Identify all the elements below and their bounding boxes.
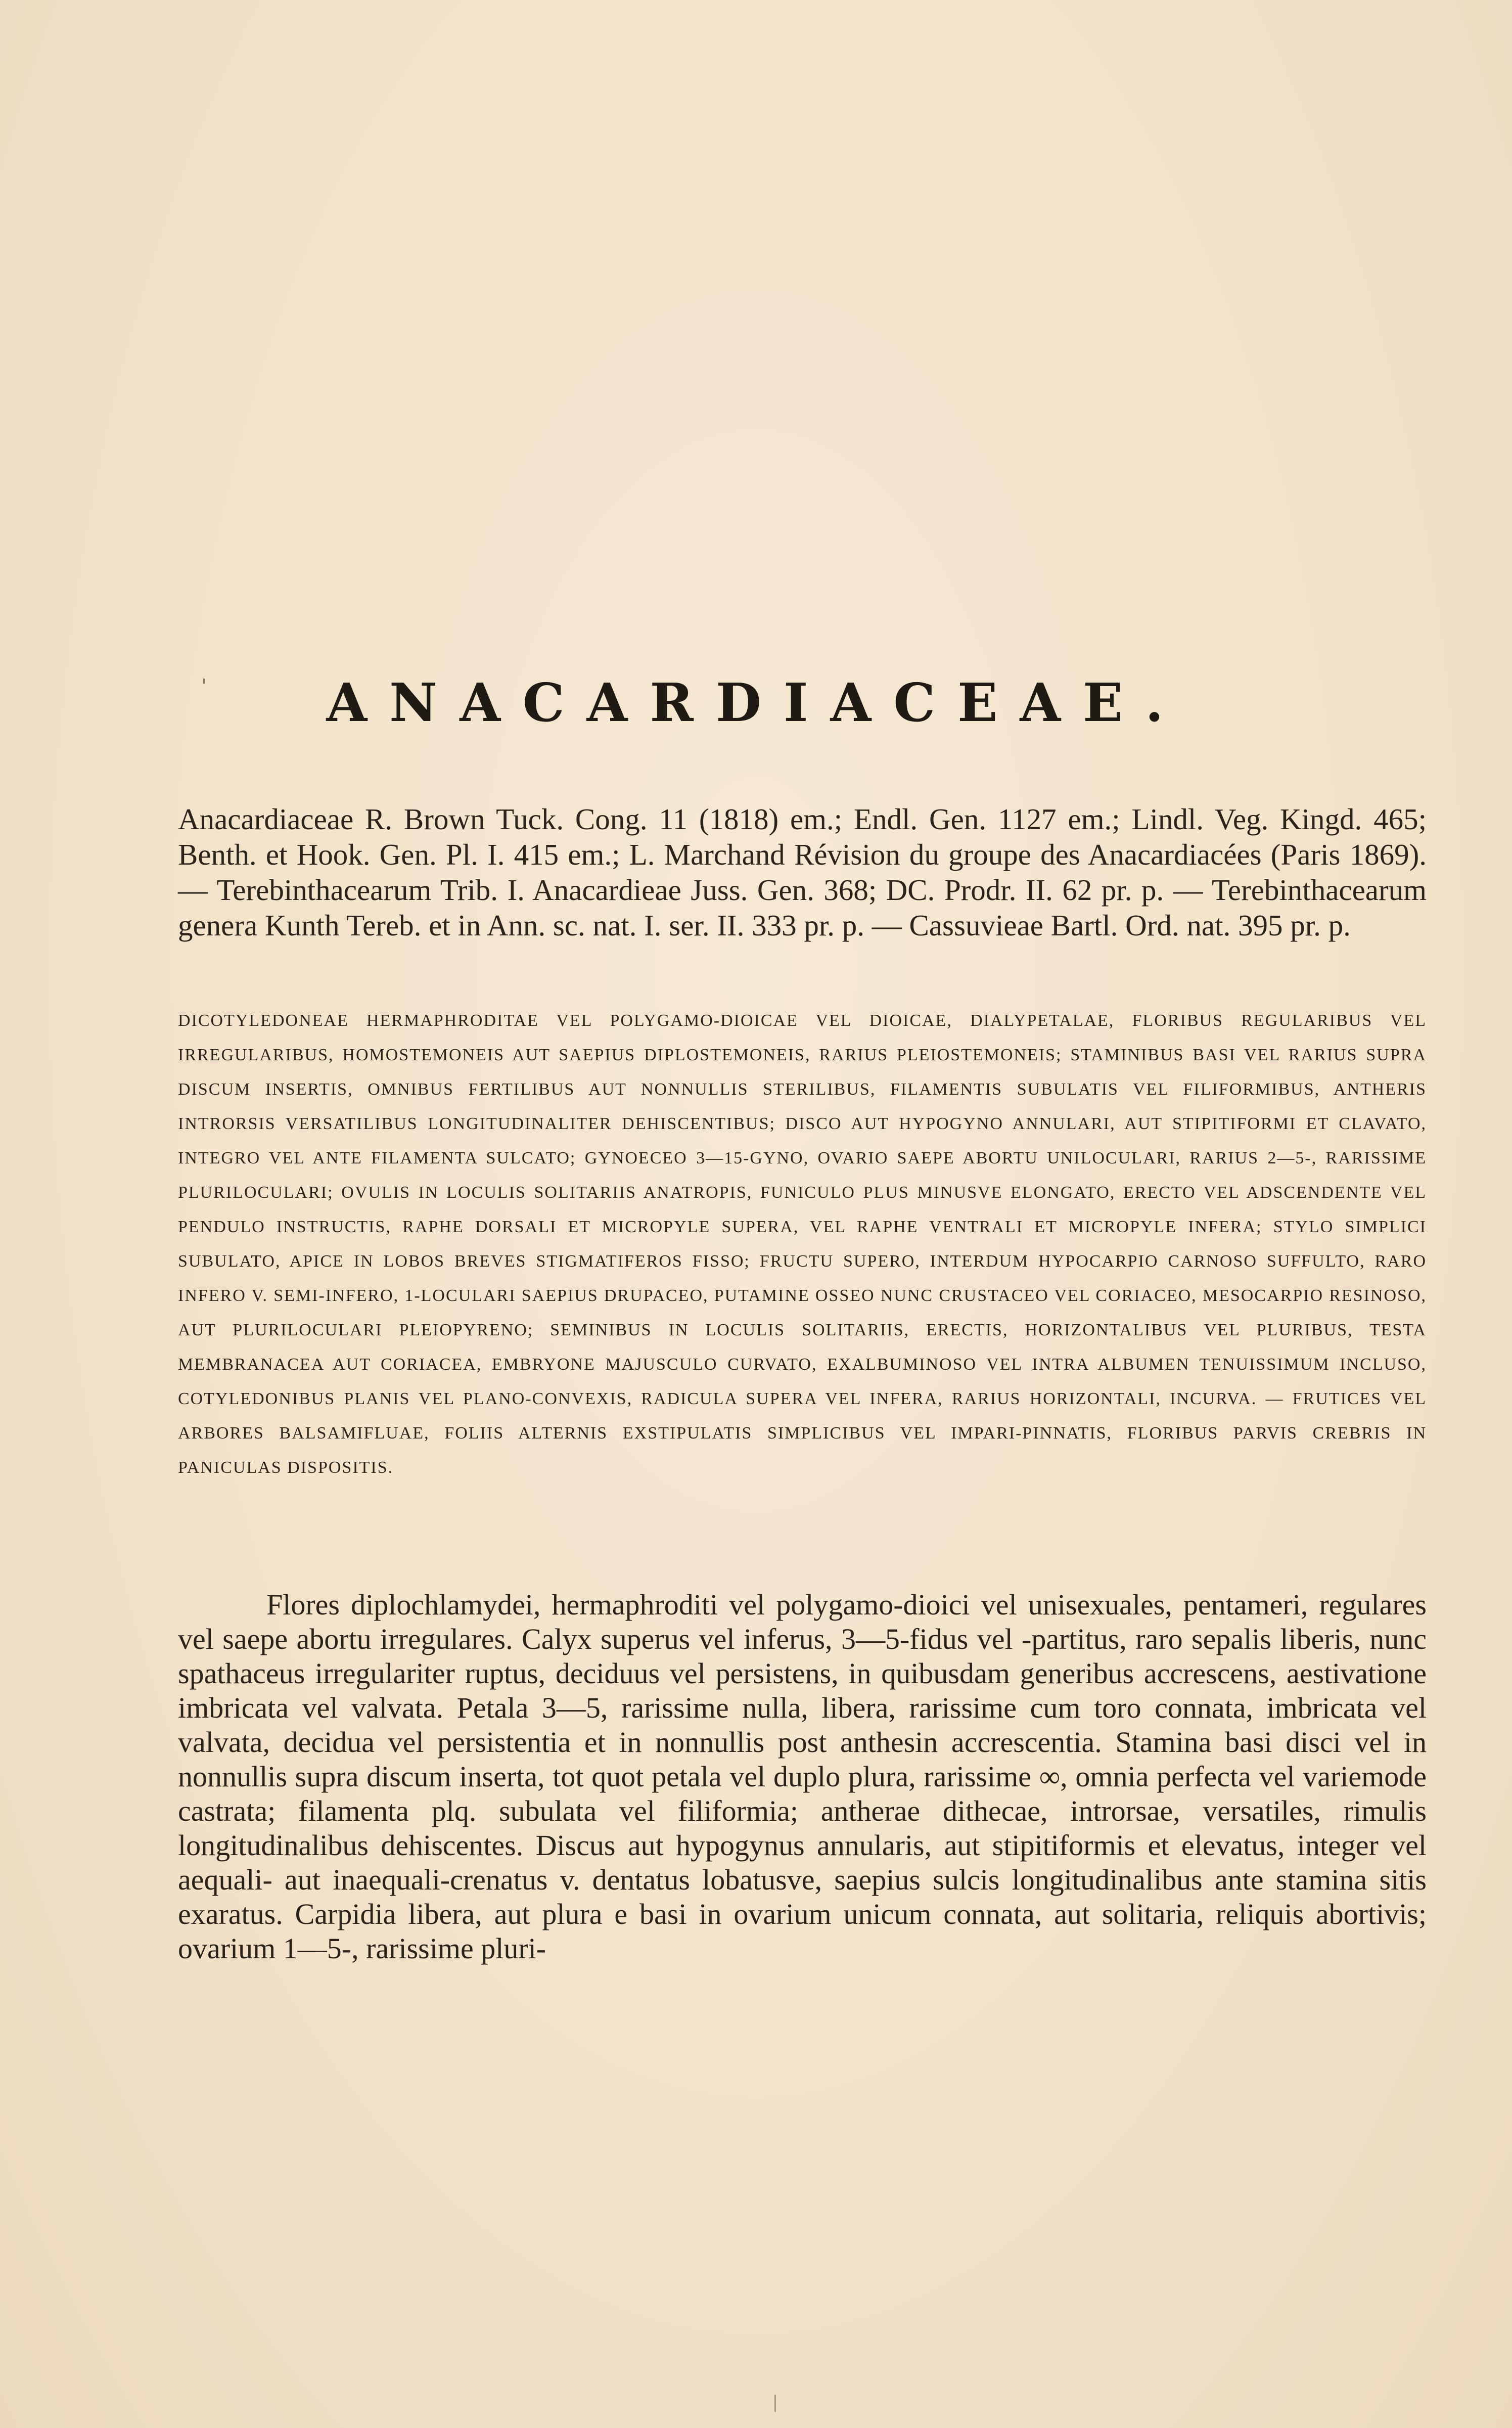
references-paragraph [178, 801, 1427, 943]
page-title: ANACARDIACEAE. [326, 671, 1186, 734]
bottom-mark [774, 2395, 776, 2412]
family-diagnosis [178, 1004, 1427, 1485]
description-text: Flores diplochlamydei, hermaphroditi vel polygamo-dioici vel unisexuales, pentameri, regulares vel saepe abortu irregulares. Calyx superus vel inferus, 3—5-fidus vel -partitus, raro sepalis liberis, nunc spathaceus irregulariter ruptus, deciduus vel persistens, in quibusdam generibus accrescens, aestivatione imbricata vel valvata. Petala 3—5, rarissime nulla, libera, rarissime cum toro connata, imbricata vel valvata, decidua vel persistentia et in nonnullis post anthesin accrescentia. Stamina basi disci vel in nonnullis supra discum inserta, tot quot petala vel duplo plura, rarissime ∞, omnia perfecta vel variemode castrata; filamenta plq. subulata vel filiformia; antherae dithecae, introrsae, versatiles, rimulis longitudinalibus dehiscentes. Discus aut hypogynus annularis, aut stipitiformis et elevatus, integer vel aequali- aut inaequali-crenatus v. dentatus lobatusve, saepius sulcis longitudinalibus ante stamina sitis exaratus. Carpidia libera, aut plura e basi in ovarium unicum connata, aut solitaria, reliquis abortivis; ovarium 1—5-, rarissime pluri- [178, 1588, 1427, 1965]
diagnosis-text: DICOTYLEDONEAE HERMAPHRODITAE VEL POLYGAMO-DIOICAE VEL DIOICAE, DIALYPETALAE, FLORIBUS REGULARIBUS VEL IRREGULARIBUS, HOMOSTEMONEIS AUT SAEPIUS DIPLOSTEMONEIS, RARIUS PLEIOSTEMONEIS; STAMINIBUS BASI VEL RARIUS SUPRA DISCUM INSERTIS, OMNIBUS FERTILIBUS AUT NONNULLIS STERILIBUS, FILAMENTIS SUBULATIS VEL FILIFORMIBUS, ANTHERIS INTRORSIS VERSATILIBUS LONGITUDINALITER DEHISCENTIBUS; DISCO AUT HYPOGYNO ANNULARI, AUT STIPITIFORMI ET CLAVATO, INTEGRO VEL ANTE FILAMENTA SULCATO; GYNOECEO 3—15-GYNO, OVARIO SAEPE ABORTU UNILOCULARI, RARIUS 2—5-, RARISSIME PLURILOCULARI; OVULIS IN LOCULIS SOLITARIIS ANATROPIS, FUNICULO PLUS MINUSVE ELONGATO, ERECTO VEL ADSCENDENTE VEL PENDULO INSTRUCTIS, RAPHE DORSALI ET MICROPYLE SUPERA, VEL RAPHE VENTRALI ET MICROPYLE INFERA; STYLO SIMPLICI SUBULATO, APICE IN LOBOS BREVES STIGMATIFEROS FISSO; FRUCTU SUPERO, INTERDUM HYPOCARPIO CARNOSO SUFFULTO, RARO INFERO V. SEMI-INFERO, 1-LOCULARI SAEPIUS DRUPACEO, PUTAMINE OSSEO NUNC CRUSTACEO VEL CORIACEO, MESOCARPIO RESINOSO, AUT PLURILOCULARI PLEIOPYRENO; SEMINIBUS IN LOCULIS SOLITARIIS, ERECTIS, HORIZONTALIBUS VEL PLURIBUS, TESTA MEMBRANACEA AUT CORIACEA, EMBRYONE MAJUSCULO CURVATO, EXALBUMINOSO VEL INTRA ALBUMEN TENUISSIMUM INCLUSO, COTYLEDONIBUS PLANIS VEL PLANO-CONVEXIS, RADICULA SUPERA VEL INFERA, RARIUS HORIZONTALI, INCURVA. — FRUTICES VEL ARBORES BALSAMIFLUAE, FOLIIS ALTERNIS EXSTIPULATIS SIMPLICIBUS VEL IMPARI-PINNATIS, FLORIBUS PARVIS CREBRIS IN PANICULAS DISPOSITIS. [178, 1011, 1427, 1477]
references-text: Anacardiaceae R. Brown Tuck. Cong. 11 (1818) em.; Endl. Gen. 1127 em.; Lindl. Veg. Kingd. 465; Benth. et Hook. Gen. Pl. I. 415 em.; L. Marchand Révision du groupe des Anacardiacées (Paris 1869). — Terebinthacearum Trib. I. Anacardieae Juss. Gen. 368; DC. Prodr. II. 62 pr. p. — Terebinthacearum genera Kunth Tereb. et in Ann. sc. nat. I. ser. II. 333 pr. p. — Cassuvieae Bartl. Ord. nat. 395 pr. p. [178, 802, 1427, 942]
description-body [178, 1588, 1427, 1966]
